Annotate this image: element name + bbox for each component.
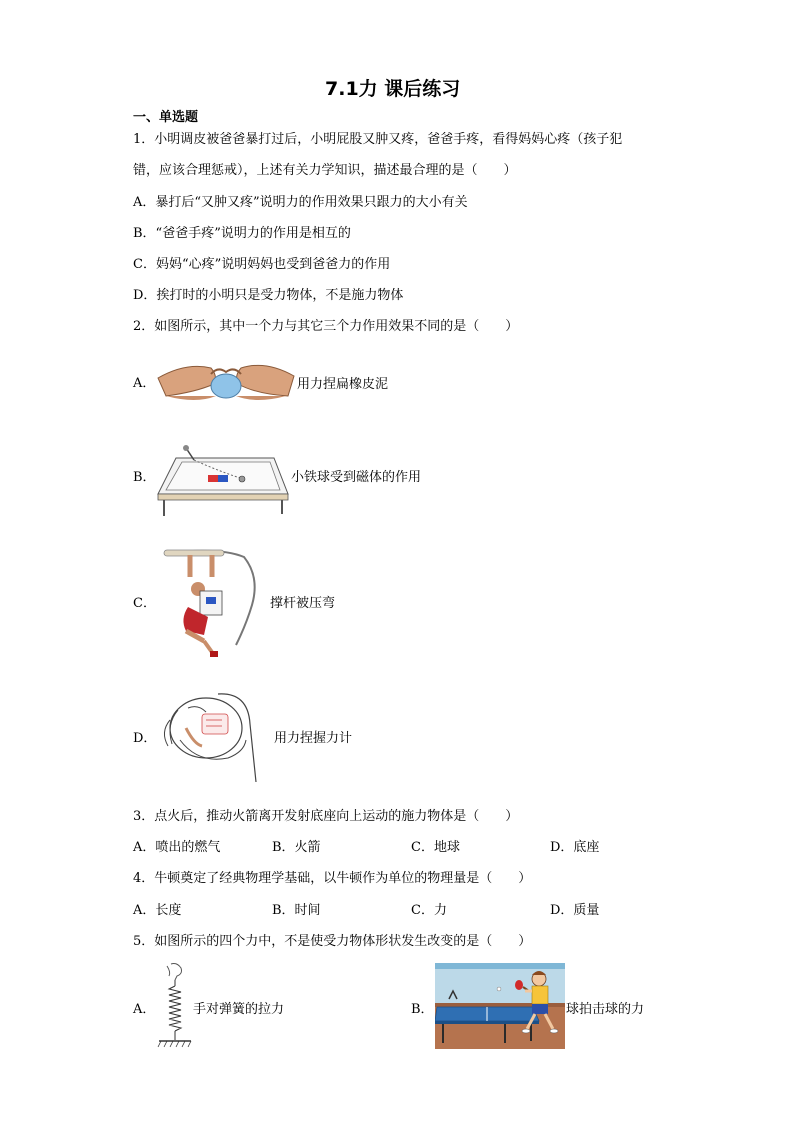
- question-2-option-d-label: D．: [133, 731, 157, 746]
- question-4-option-d: D．质量: [550, 903, 600, 918]
- magnet-ball-table-illustration: [156, 442, 290, 518]
- question-5-stem: 5．如图所示的四个力中，不是使受力物体形状发生改变的是（ ）: [133, 934, 532, 949]
- question-2-option-c-label: C．: [133, 596, 156, 611]
- question-1-option-b: B．“爸爸手疼”说明力的作用是相互的: [133, 226, 351, 241]
- question-4-stem: 4．牛顿奠定了经典物理学基础，以牛顿作为单位的物理量是（ ）: [133, 871, 532, 886]
- question-4-option-c: C．力: [411, 903, 447, 918]
- question-5-option-b-caption: 球拍击球的力: [566, 1002, 645, 1017]
- question-3-stem: 3．点火后，推动火箭离开发射底座向上运动的施力物体是（ ）: [133, 809, 519, 824]
- question-1-option-d: D．挨打时的小明只是受力物体，不是施力物体: [133, 288, 404, 303]
- table-tennis-illustration: [435, 963, 565, 1049]
- pole-vault-illustration: [160, 545, 268, 663]
- page-title: 7.1力 课后练习: [325, 78, 461, 100]
- question-2-option-a-label: A．: [133, 376, 156, 391]
- question-2-option-d-caption: 用力捏握力计: [274, 731, 353, 746]
- question-1-stem-line2: 错，应该合理惩戒），上述有关力学知识，描述最合理的是（ ）: [133, 163, 517, 178]
- question-2-option-a-caption: 用力捏扁橡皮泥: [297, 377, 389, 392]
- question-3-option-a: A．喷出的燃气: [133, 840, 221, 855]
- question-2-stem: 2．如图所示，其中一个力与其它三个力作用效果不同的是（ ）: [133, 319, 519, 334]
- question-3-option-d: D．底座: [550, 840, 600, 855]
- question-3-option-c: C．地球: [411, 840, 460, 855]
- question-5-option-a-label: A．: [133, 1002, 156, 1017]
- question-1-stem-line1: 1．小明调皮被爸爸暴打过后，小明屁股又肿又疼，爸爸手疼，看得妈妈心疼（孩子犯: [133, 132, 623, 147]
- grip-dynamometer-illustration: [158, 684, 264, 784]
- spring-pull-illustration: [157, 962, 193, 1050]
- question-2-option-b-label: B．: [133, 470, 156, 485]
- question-1-option-c: C．妈妈“心疼”说明妈妈也受到爸爸力的作用: [133, 257, 391, 272]
- question-4-option-b: B．时间: [272, 903, 321, 918]
- question-2-option-b-caption: 小铁球受到磁体的作用: [291, 470, 422, 485]
- question-2-option-c-caption: 撑杆被压弯: [270, 596, 336, 611]
- question-1-option-a: A．暴打后“又肿又疼”说明力的作用效果只跟力的大小有关: [133, 195, 468, 210]
- question-5-option-b-label: B．: [411, 1002, 434, 1017]
- clay-squeeze-illustration: [156, 352, 296, 410]
- section-heading: 一、单选题: [133, 110, 199, 125]
- question-3-option-b: B．火箭: [272, 840, 321, 855]
- question-4-option-a: A．长度: [133, 903, 182, 918]
- question-5-option-a-caption: 手对弹簧的拉力: [193, 1002, 285, 1017]
